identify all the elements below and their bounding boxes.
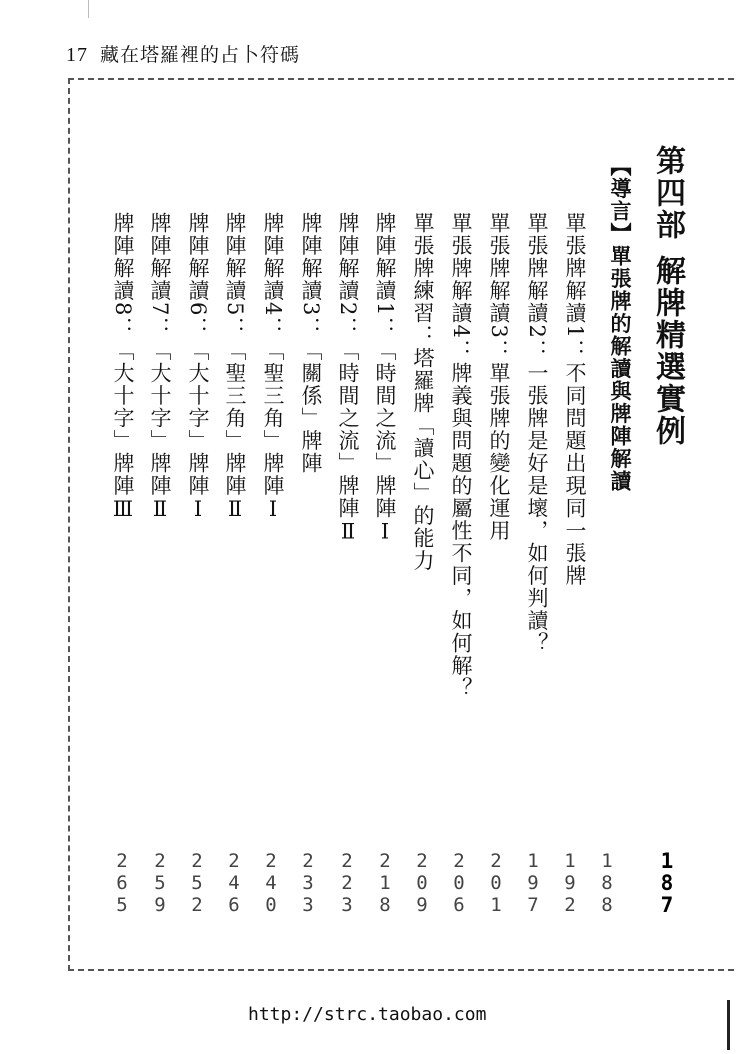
part-label: 第四部 xyxy=(650,145,685,241)
toc-page-number xyxy=(261,850,281,916)
part-heading xyxy=(645,145,689,447)
toc-entry[interactable]: 單張牌解讀1：不同問題出現同一張牌 xyxy=(563,212,587,587)
running-header xyxy=(66,40,300,67)
toc-entry[interactable]: 單張牌解讀3：單張牌的變化運用 xyxy=(487,212,511,542)
toc-entry-intro[interactable] xyxy=(605,155,635,493)
page-digit: 2 xyxy=(154,850,166,872)
page-digit: 1 xyxy=(660,849,674,873)
toc-page-number xyxy=(224,850,244,916)
page-digit: 1 xyxy=(379,872,391,894)
toc-entry[interactable]: 牌陣解讀5：「聖三角」牌陣Ⅱ xyxy=(223,212,247,523)
page-digit: 8 xyxy=(379,894,391,916)
page-digit: 6 xyxy=(453,894,465,916)
toc-page-number xyxy=(150,850,170,916)
page-digit: 6 xyxy=(228,894,240,916)
page-digit: 3 xyxy=(341,894,353,916)
page-digit: 5 xyxy=(154,872,166,894)
page-digit: 2 xyxy=(228,850,240,872)
page-digit: 6 xyxy=(116,872,128,894)
toc-entry[interactable]: 牌陣解讀1：「時間之流」牌陣Ⅰ xyxy=(373,212,397,545)
toc-entry-text: 單張牌的解讀與牌陣解讀 xyxy=(608,245,633,493)
page-digit: 2 xyxy=(453,850,465,872)
toc-page-number xyxy=(486,850,506,916)
toc-page-number xyxy=(657,850,677,916)
page-digit: 1 xyxy=(564,850,576,872)
toc-entry[interactable]: 牌陣解讀7：「大十字」牌陣Ⅱ xyxy=(148,212,172,523)
toc-entry[interactable]: 牌陣解讀6：「大十字」牌陣Ⅰ xyxy=(186,212,210,523)
toc-page-number xyxy=(337,850,357,916)
page-digit: 9 xyxy=(416,894,428,916)
toc-page-number xyxy=(298,850,318,916)
scan-edge-mark xyxy=(727,1000,730,1050)
part-title: 解牌精選實例 xyxy=(650,255,685,447)
toc-page-number xyxy=(187,850,207,916)
page-digit: 3 xyxy=(302,872,314,894)
page-digit: 4 xyxy=(265,872,277,894)
page-digit: 1 xyxy=(490,894,502,916)
scan-edge-mark xyxy=(88,0,89,18)
header-page-number: 17 xyxy=(66,44,88,66)
toc-entry[interactable]: 單張牌練習：塔羅牌「讀心」的能力 xyxy=(411,212,435,572)
footer-url[interactable]: http://strc.taobao.com xyxy=(248,1004,487,1025)
page-digit: 2 xyxy=(564,894,576,916)
toc-entry[interactable]: 牌陣解讀8：「大十字」牌陣Ⅲ xyxy=(111,212,135,523)
page-digit: 2 xyxy=(341,850,353,872)
toc-entry[interactable]: 單張牌解讀2：一張牌是好是壞，如何判讀？ xyxy=(525,212,549,655)
page-digit: 2 xyxy=(302,850,314,872)
page-digit: 9 xyxy=(154,894,166,916)
toc-page-number xyxy=(449,850,469,916)
page-digit: 8 xyxy=(601,872,613,894)
page-digit: 5 xyxy=(191,872,203,894)
page-digit: 3 xyxy=(302,894,314,916)
toc-page-number xyxy=(375,850,395,916)
page-digit: 9 xyxy=(564,872,576,894)
page-digit: 0 xyxy=(490,872,502,894)
toc-page-number xyxy=(112,850,132,916)
page-digit: 2 xyxy=(116,850,128,872)
page-digit: 0 xyxy=(265,894,277,916)
page-digit: 2 xyxy=(490,850,502,872)
page-digit: 0 xyxy=(453,872,465,894)
page-digit: 8 xyxy=(660,871,674,895)
toc-entry[interactable]: 牌陣解讀4：「聖三角」牌陣Ⅰ xyxy=(261,212,285,523)
page-digit: 4 xyxy=(228,872,240,894)
page-digit: 2 xyxy=(379,850,391,872)
toc-entry[interactable]: 牌陣解讀3：「關係」牌陣 xyxy=(299,212,323,475)
page-digit: 7 xyxy=(660,893,674,917)
page-digit: 7 xyxy=(527,894,539,916)
page-digit: 9 xyxy=(527,872,539,894)
toc-page-number xyxy=(523,850,543,916)
toc-page-number xyxy=(412,850,432,916)
page-digit: 2 xyxy=(416,850,428,872)
toc-entry[interactable]: 牌陣解讀2：「時間之流」牌陣Ⅱ xyxy=(336,212,360,545)
page-digit: 5 xyxy=(116,894,128,916)
page-digit: 2 xyxy=(265,850,277,872)
intro-tag: 【導言】 xyxy=(608,155,633,245)
page-digit: 8 xyxy=(601,894,613,916)
page-digit: 1 xyxy=(527,850,539,872)
toc-entry[interactable]: 單張牌解讀4：牌義與問題的屬性不同，如何解？ xyxy=(449,212,473,700)
page-digit: 2 xyxy=(191,894,203,916)
page-digit: 2 xyxy=(341,872,353,894)
page-digit: 0 xyxy=(416,872,428,894)
toc-page-number xyxy=(597,850,617,916)
page-digit: 1 xyxy=(601,850,613,872)
header-book-title: 藏在塔羅裡的占卜符碼 xyxy=(100,44,301,66)
page-digit: 2 xyxy=(191,850,203,872)
toc-page-number xyxy=(560,850,580,916)
